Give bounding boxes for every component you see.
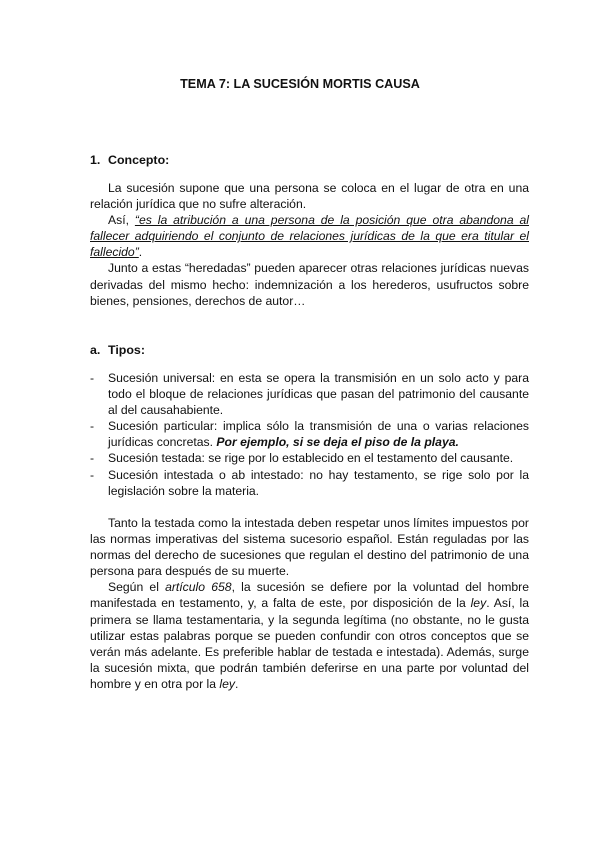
paragraph: Tanto la testada como la intestada deben respetar unos límites impuestos por las normas imperativas del sistema sucesorio español. Están reguladas por las normas del derecho de sucesiones que regulan el destino del patrimonio de una persona para después de su muerte.: [90, 516, 529, 579]
document-title: TEMA 7: LA SUCESIÓN MORTIS CAUSA: [180, 77, 420, 91]
list-bullet: -: [90, 451, 95, 466]
section-heading-text: Concepto:: [108, 153, 170, 167]
list-item-text: Sucesión intestada o ab intestado: no hay testamento, se rige solo por la legislación sobre la materia.: [108, 467, 529, 498]
list-bullet: -: [90, 467, 95, 482]
list-item: [90, 450, 529, 466]
text-run: , la sucesión se defiere por la voluntad del hombre manifestada en testamento, y, a falta de este, por disposición de la: [90, 580, 530, 611]
list-bullet: -: [90, 371, 95, 385]
paragraph-quote: [90, 212, 529, 260]
text-run: . Así, la primera se llama testamentaria, y la segunda legítima (no obstante, no le gusta utilizar estas palabras porque se pueden confundir con otros conceptos que se verán más adelante. Es preferible hablar de testada e intestada). Además, surge la sucesión mixta, que podrán también deferirse en una parte por voluntad del hombre y en otra por la: [90, 596, 529, 691]
list-item-text: Sucesión universal: en esta se opera la transmisión en un solo acto y para todo el bloque de relaciones jurídicas que pasan del patrimonio del causante al del causahabiente.: [108, 371, 529, 418]
text-run: .: [235, 676, 239, 691]
concepto-body: [90, 180, 529, 309]
ley-term: ley: [219, 676, 235, 691]
list-item: [90, 418, 529, 450]
closing-body: [90, 515, 529, 692]
text-run: Según el: [108, 580, 166, 595]
paragraph: La sucesión supone que una persona se coloca en el lugar de otra en una relación jurídica que no sufre alteración.: [90, 181, 529, 212]
section-heading-tipos: [90, 342, 145, 358]
tipos-list: [90, 370, 529, 499]
example-emphasis: Por ejemplo, si se deja el piso de la playa.: [216, 435, 459, 450]
section-number: 1.: [90, 153, 101, 167]
list-item: [90, 370, 529, 418]
list-bullet: -: [90, 419, 95, 434]
article-reference: artículo 658: [165, 580, 232, 595]
list-item-text: Sucesión testada: se rige por lo establecido en el testamento del causante.: [108, 451, 514, 466]
paragraph-lead: Así,: [108, 213, 135, 228]
paragraph: Junto a estas “heredadas” pueden aparecer otras relaciones jurídicas nuevas derivadas del mismo hecho: indemnización a los herederos, usufructos sobre bienes, pensiones, derechos de autor…: [90, 261, 529, 308]
section-heading-concepto: [90, 152, 169, 168]
definition-quote: “es la atribución a una persona de la posición que otra abandona al fallecer adquiriendo el conjunto de relaciones jurídicas de la que era titular el fallecido”: [90, 213, 529, 260]
ley-term: ley: [470, 596, 487, 611]
paragraph-end: .: [138, 245, 143, 260]
paragraph-article: [90, 579, 529, 692]
section-heading-text: Tipos:: [108, 343, 145, 357]
list-item-text: Sucesión particular: implica sólo la transmisión de una o varias relaciones jurídicas concretas.: [108, 419, 529, 450]
section-number: a.: [90, 343, 101, 357]
list-item: [90, 467, 529, 499]
